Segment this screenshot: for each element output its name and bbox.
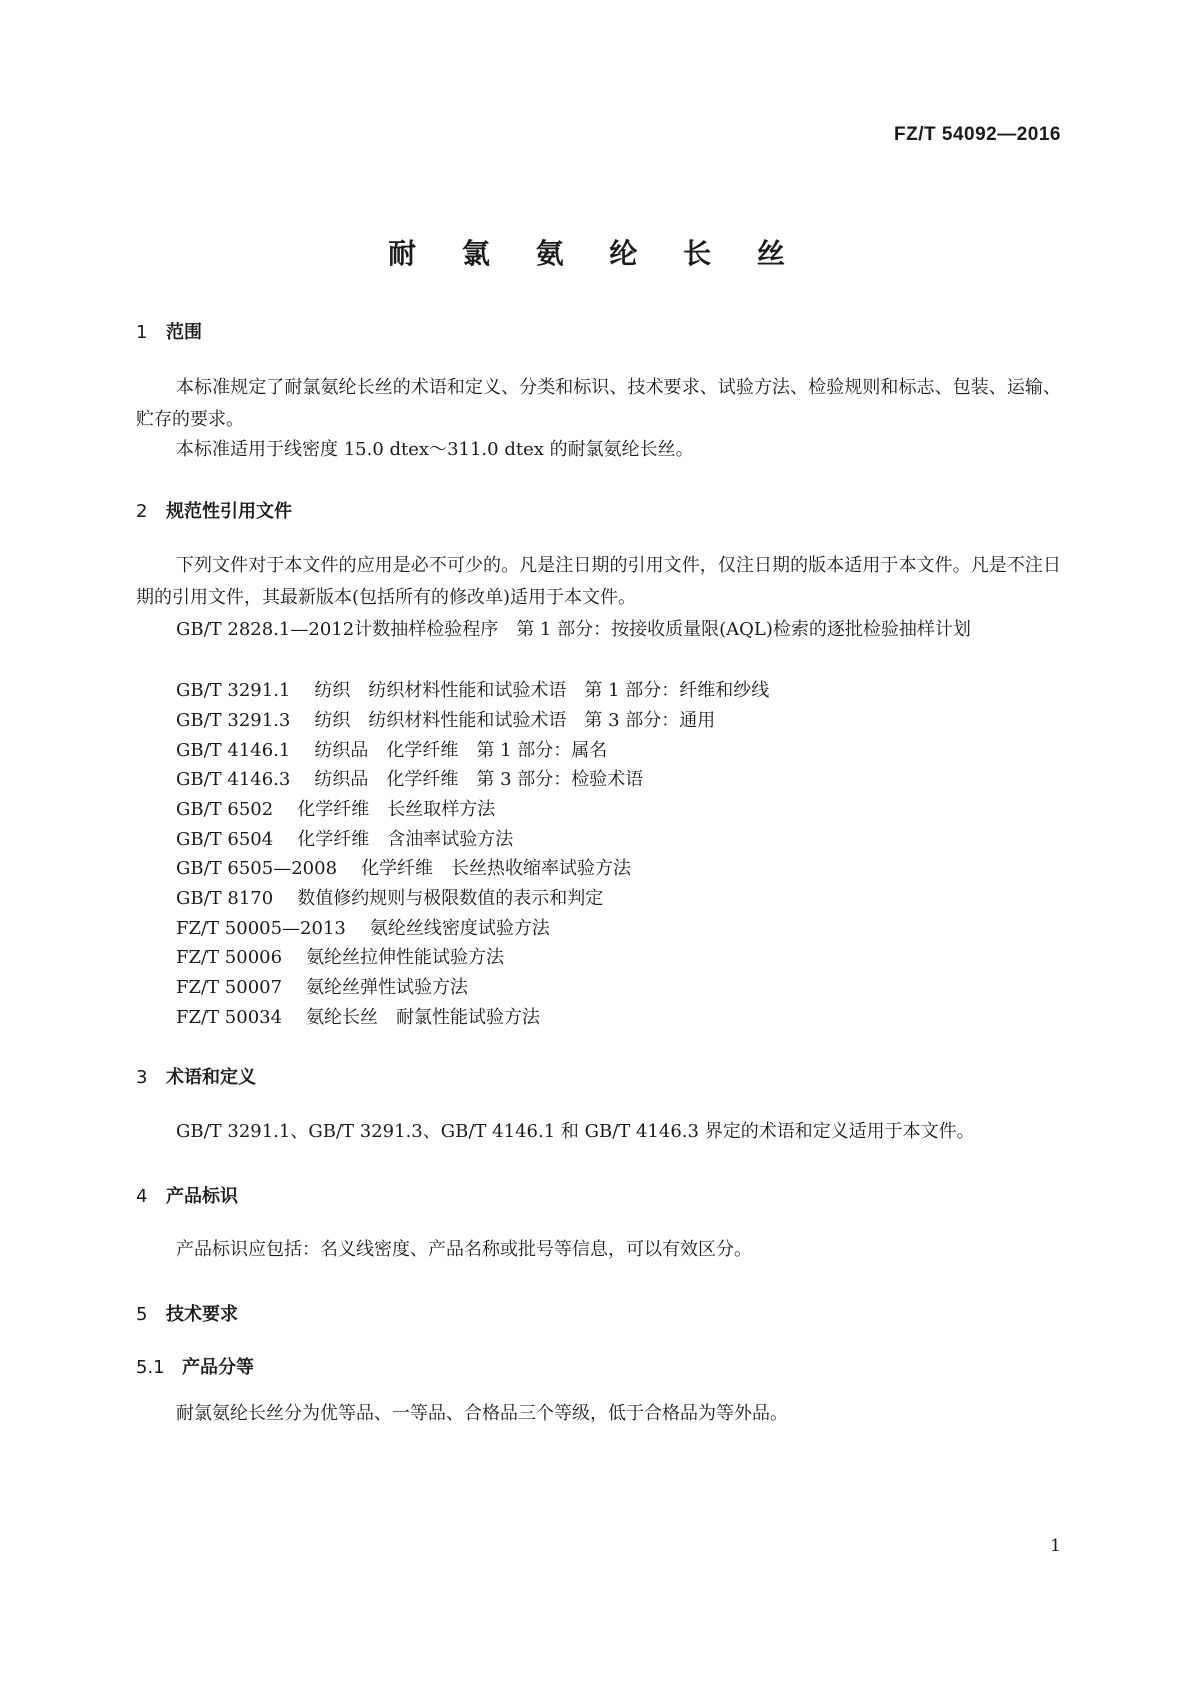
section-heading-4 [136,1182,238,1208]
reference-title: 化学纤维 含油率试验方法 [297,829,514,850]
reference-title: 纺织 纺织材料性能和试验术语 第 1 部分：纤维和纱线 [314,680,770,701]
reference-code: GB/T 4146.1 [176,740,291,761]
paragraph-terms: GB/T 3291.1、GB/T 3291.3、GB/T 4146.1 和 GB/T 4146.3 界定的术语和定义适用于本文件。 [176,1121,975,1142]
section-title: 规范性引用文件 [166,501,292,522]
standard-number: FZ/T 54092—2016 [894,124,1061,145]
section-heading-2 [136,497,292,523]
reference-code: GB/T 6502 [176,799,274,820]
section-number: 4 [136,1186,148,1207]
section-number: 2 [136,501,148,522]
section-number: 3 [136,1067,148,1088]
paragraph-refs-intro: 下列文件对于本文件的应用是必不可少的。凡是注日期的引用文件，仅注日期的版本适用于本文件。凡是不注日期的引用文件，其最新版本(包括所有的修改单)适用于本文件。 [136,555,1061,608]
reference-code: GB/T 8170 [176,888,274,909]
reference-title: 纺织品 化学纤维 第 1 部分：属名 [314,740,608,761]
reference-item [176,795,495,821]
subsection-number: 5.1 [136,1357,165,1378]
reference-item [176,943,504,969]
section-heading-5 [136,1300,238,1326]
subsection-heading-5-1 [136,1353,254,1379]
reference-title: 化学纤维 长丝取样方法 [297,799,496,820]
reference-code: FZ/T 50034 [176,1007,283,1028]
reference-item [176,973,468,999]
reference-title: 氨纶长丝 耐氯性能试验方法 [306,1007,541,1028]
reference-item [176,884,603,910]
reference-code: GB/T 6505—2008 [176,858,338,879]
reference-title: 数值修约规则与极限数值的表示和判定 [297,888,604,909]
reference-item [176,736,607,762]
reference-title: 纺织品 化学纤维 第 3 部分：检验术语 [314,769,644,790]
section-number: 5 [136,1304,148,1325]
reference-item [136,614,1061,646]
section-title: 术语和定义 [166,1067,256,1088]
document-title: 耐 氯 氨 纶 长 丝 [388,237,803,270]
reference-title: 氨纶丝弹性试验方法 [306,977,469,998]
reference-title: 氨纶丝拉伸性能试验方法 [306,947,505,968]
section-heading-1 [136,318,202,344]
reference-code: GB/T 4146.3 [176,769,291,790]
reference-item [176,676,769,702]
reference-code: FZ/T 50005—2013 [176,918,346,939]
reference-title: 计数抽样检验程序 第 1 部分：按接收质量限(AQL)检索的逐批检验抽样计划 [354,619,971,640]
reference-item [176,914,550,940]
reference-item [176,854,631,880]
reference-code: GB/T 2828.1—2012 [176,619,355,640]
section-title: 产品标识 [166,1186,238,1207]
reference-item [176,825,513,851]
reference-item [176,1003,540,1029]
paragraph-scope-1: 本标准规定了耐氯氨纶长丝的术语和定义、分类和标识、技术要求、试验方法、检验规则和标志、包装、运输、贮存的要求。 [136,377,1061,430]
reference-code: GB/T 6504 [176,829,274,850]
reference-title: 化学纤维 长丝热收缩率试验方法 [361,858,632,879]
reference-item [176,765,643,791]
paragraph-product-id: 产品标识应包括：名义线密度、产品名称或批号等信息，可以有效区分。 [176,1239,752,1260]
subsection-title: 产品分等 [182,1357,254,1378]
paragraph-grading: 耐氯氨纶长丝分为优等品、一等品、合格品三个等级，低于合格品为等外品。 [176,1403,788,1424]
reference-code: GB/T 3291.1 [176,680,291,701]
page-number: 1 [1050,1536,1061,1556]
reference-code: GB/T 3291.3 [176,710,291,731]
reference-title: 氨纶丝线密度试验方法 [369,918,550,939]
section-title: 范围 [166,322,202,343]
reference-title: 纺织 纺织材料性能和试验术语 第 3 部分：通用 [314,710,716,731]
section-title: 技术要求 [166,1304,238,1325]
paragraph-scope-2: 本标准适用于线密度 15.0 dtex～311.0 dtex 的耐氯氨纶长丝。 [176,439,694,460]
reference-code: FZ/T 50006 [176,947,283,968]
section-heading-3 [136,1063,256,1089]
section-number: 1 [136,322,148,343]
reference-item [176,706,715,732]
reference-code: FZ/T 50007 [176,977,283,998]
